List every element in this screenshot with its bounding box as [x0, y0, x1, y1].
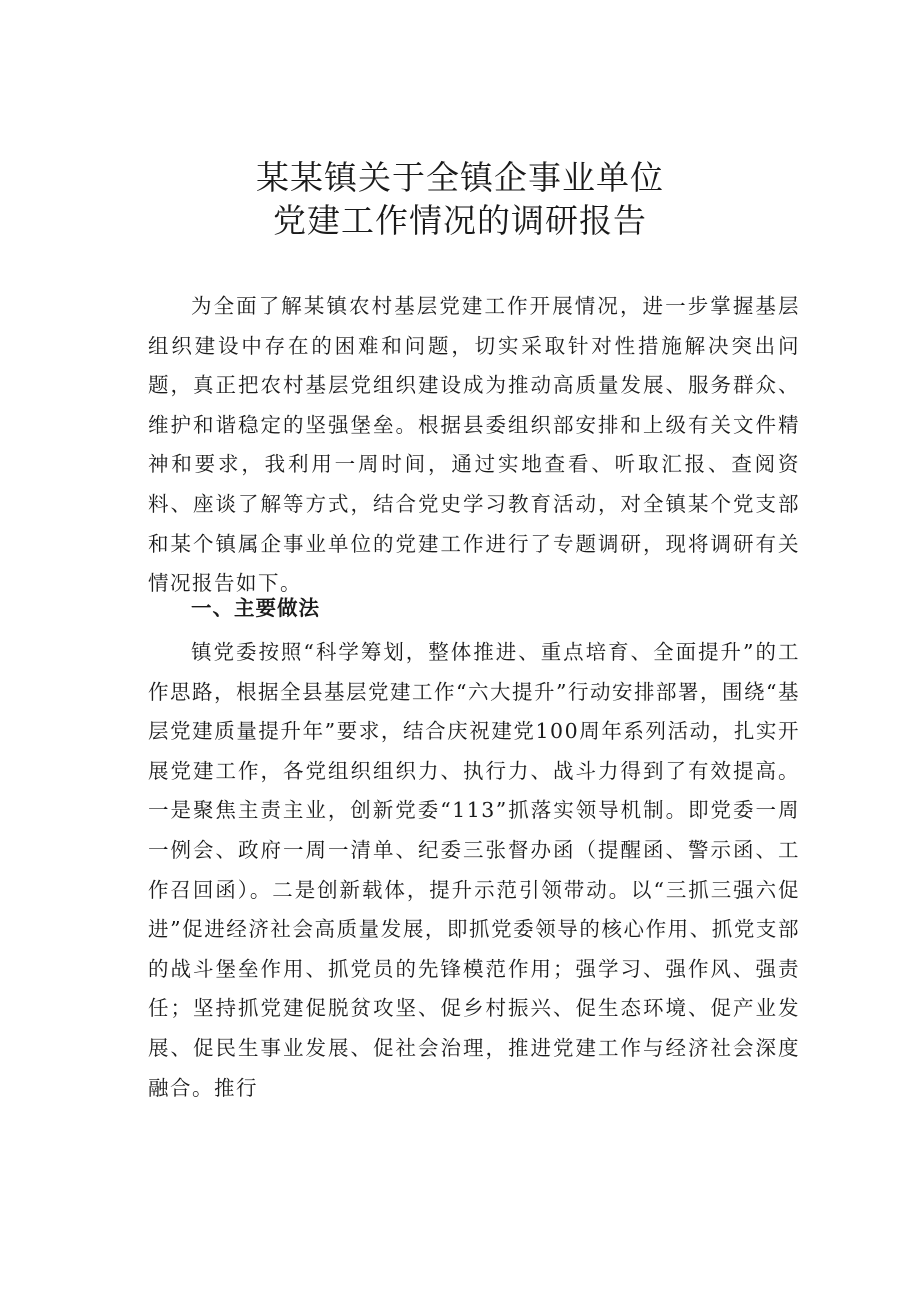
- main-practices-paragraph: 镇党委按照“科学筹划，整体推进、重点培育、全面提升”的工作思路，根据全县基层党建工作“六大提升”行动安排部署，围绕“基层党建质量提升年”要求，结合庆祝建党100周年系列活动，扎实开展党建工作，各党组织组织力、执行力、战斗力得到了有效提高。一是聚焦主责主业，创新党委“113”抓落实领导机制。即党委一周一例会、政府一周一清单、纪委三张督办函（提醒函、警示函、工作召回函）。二是创新载体，提升示范引领带动。以“三抓三强六促进”促进经济社会高质量发展，即抓党委领导的核心作用、抓党支部的战斗堡垒作用、抓党员的先锋模范作用；强学习、强作风、强责任；坚持抓党建促脱贫攻坚、促乡村振兴、促生态环境、促产业发展、促民生事业发展、促社会治理，推进党建工作与经济社会深度融合。推行: [148, 640, 800, 1100]
- document-title-line-1: 某某镇关于全镇企事业单位: [256, 158, 664, 197]
- document-title-line-2: 党建工作情况的调研报告: [273, 201, 647, 240]
- intro-paragraph: 为全面了解某镇农村基层党建工作开展情况，进一步掌握基层组织建设中存在的困难和问题，切实采取针对性措施解决突出问题，真正把农村基层党组织建设成为推动高质量发展、服务群众、维护和谐稳定的坚强堡垒。根据县委组织部安排和上级有关文件精神和要求，我利用一周时间，通过实地查看、听取汇报、查阅资料、座谈了解等方式，结合党史学习教育活动，对全镇某个党支部和某个镇属企事业单位的党建工作进行了专题调研，现将调研有关情况报告如下。: [148, 294, 800, 596]
- section-heading-main-practices: 一、主要做法: [191, 596, 320, 620]
